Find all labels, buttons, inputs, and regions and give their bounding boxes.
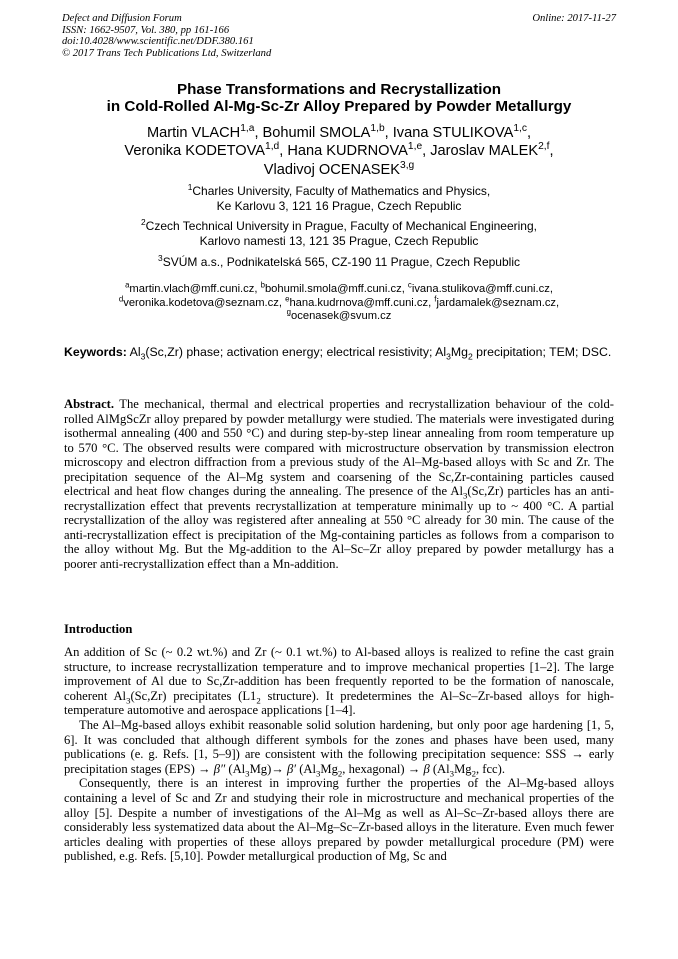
keyword-sub: 3 [140, 351, 146, 362]
abstract-text: The mechanical, thermal and electrical properties and recrystallization behaviour of the cold-rolled AlMgScZr alloy prepared by powder metallurgy were studied. The materials were investigated during isothermal annealing (400 and 550 °C) and during step-by-step linear annealing from room temperature up to 570 °C. The observed results were compared with microstructure observation by transmission electron microscopy and electron diffraction from a previous study of the Al–Mg-based alloys with Sc and Zr. The precipitation sequence of the Al–Mg system and coarsening of the Sc,Zr-containing particles caused electrical and heat flow changes during the annealing. The presence of the Al [64, 397, 614, 499]
text-run: structure). It predetermines the Al–Sc–Zr-based alloys for high-temperature automotive and aerospace applications [1–4]. [64, 688, 614, 718]
author-name: Hana KUDRNOVA [287, 143, 408, 160]
author-sup: 3,g [400, 159, 415, 171]
abstract-label: Abstract. [64, 397, 115, 411]
author-name: Jaroslav MALEK [430, 143, 539, 160]
email-sup: f [434, 293, 437, 303]
email-link[interactable]: hana.kudrnova@mff.cuni.cz [289, 296, 429, 309]
affiliation-num: 2 [141, 217, 146, 228]
affiliation-num: 1 [187, 182, 193, 192]
affiliation-line: Czech Technical University in Prague, Faculty of Mechanical Engineering, [145, 219, 537, 234]
keyword-text: (Sc,Zr) phase; activation energy; electrical resistivity; Al [145, 345, 447, 359]
keywords-label: Keywords: [64, 345, 127, 359]
email-sup: e [285, 293, 290, 303]
keyword-text: precipitation; TEM; DSC. [472, 345, 612, 359]
greek-symbol: β′ [287, 761, 297, 776]
abstract-sub: 3 [462, 490, 468, 501]
email-link[interactable]: ocenasek@svum.cz [291, 310, 392, 323]
text-sub: 2 [256, 695, 261, 706]
text-run: , fcc). [475, 761, 505, 776]
affiliations [40, 184, 638, 275]
paragraph: Consequently, there is an interest in improving further the properties of the Al–Mg-based alloys containing a level of Sc and Zr and studying their role in microstructure and mechanical properties of the alloy [5]. Despite a number of investigations of the Al–Mg as well as Al–Sc–Zr-based alloys there are considerably less systematized data about the Al–Mg–Sc–Zr-based alloys in the literature. Even much fewer articles dealing with properties of these alloys prepared by powder metallurgical procedure (PM) were published, e.g. Refs. [5,10]. Powder metallurgical production of Mg, Sc and [64, 776, 614, 864]
journal-name: Defect and Diffusion Forum [62, 13, 182, 24]
email-link[interactable]: ivana.stulikova@mff.cuni.cz [411, 283, 550, 295]
affiliation-line: Charles University, Faculty of Mathematics and Physics, [192, 184, 491, 198]
affiliation-line: SVÚM a.s., Podnikatelská 565, CZ-190 11 Prague, Czech Republic [162, 254, 520, 269]
text-run: , hexagonal) → [342, 761, 424, 776]
online-date: Online: 2017-11-27 [532, 13, 616, 24]
email-sup: c [407, 280, 412, 290]
affiliation-line: Ke Karlovu 3, 121 16 Prague, Czech Republic [216, 198, 462, 213]
text-sub: 3 [245, 768, 250, 779]
keyword-text: Mg [450, 345, 468, 359]
author-line-2: Veronika KODETOVA$^{1,d}$, Hana KUDRNOVA$^{1,e}$, Jaroslav MALEK$^{2,f}$, [124, 141, 554, 160]
affiliation-3 [40, 252, 638, 270]
abstract-text: (Sc,Zr) particles has an anti-recrystallization effect that prevents recrystallization at temperature minimally up to ~ 400 °C. A partial recrystallization of the alloy was registered after annealing at 550 °C already for 30 min. The cause of the anti-recrystallization effect is precipitation of the Mg-containing particles as follows from a comparison to the alloy without Mg. But the Mg-addition to the Al–Sc–Zr alloy prepared by powder metallurgy has a poorer anti-recrystallization effect than a Mn-addition. [64, 484, 614, 572]
author-sup: 1,e [407, 141, 423, 153]
email-link[interactable]: jardamalek@seznam.cz [436, 296, 557, 309]
author-name: Ivana STULIKOVA [392, 125, 514, 141]
title-line-1: Phase Transformations and Recrystallization [176, 81, 502, 98]
greek-symbol: β [423, 761, 430, 776]
keywords [64, 345, 614, 360]
copyright-line: © 2017 Trans Tech Publications Ltd, Switzerland [62, 47, 272, 59]
section-heading: Introduction [64, 622, 133, 636]
text-run: Mg)→ [249, 761, 288, 776]
introduction-body [64, 645, 614, 864]
email-sup: d [118, 293, 124, 303]
author-sup: 1,a [240, 123, 255, 135]
author-sup: 1,d [265, 141, 280, 153]
affiliation-line: Karlovo namesti 13, 121 35 Prague, Czech Republic [199, 234, 479, 249]
author-name: Veronika KODETOVA [124, 143, 266, 160]
affiliation-1 [40, 184, 638, 214]
author-list [40, 124, 638, 179]
paragraph [64, 717, 614, 779]
keyword-sub: 3 [446, 351, 451, 362]
text-run: (Al [225, 761, 246, 776]
keyword-sub: 2 [467, 351, 473, 362]
author-sup: 2,f [538, 141, 550, 153]
email-link[interactable]: veronika.kodetova@seznam.cz [123, 296, 279, 309]
author-sup: 1,c [513, 123, 527, 135]
author-line-1: Martin VLACH$^{1,a}$, Bohumil SMOLA$^{1,b}$, Ivana STULIKOVA$^{1,c}$, [146, 123, 532, 141]
email-link[interactable]: bohumil.smola@mff.cuni.cz [264, 283, 402, 295]
text-run: (Sc,Zr) precipitates (L1 [130, 688, 257, 703]
greek-symbol: β″ [213, 761, 226, 776]
author-name: Vladivoj OCENASEK [263, 161, 401, 178]
text-run: An addition of Sc (~ 0.2 wt.%) and Zr (~ 0.1 wt.%) to Al-based alloys is realized to refine the cast grain structure, to increase recrystallization temperature and to improve mechanical properties [1–2]. The large improvement of Al due to Sc,Zr-addition has been frequently reported to be the formation of nanoscale, coherent Al [64, 645, 614, 703]
affiliation-num: 3 [158, 252, 163, 263]
email-sup: b [260, 280, 265, 290]
author-name: Bohumil SMOLA [262, 125, 371, 141]
text-sub: 2 [471, 768, 476, 779]
text-sub: 3 [126, 695, 131, 706]
issn-line: ISSN: 1662-9507, Vol. 380, pp 161-166 [62, 24, 230, 36]
email-sup: a [125, 280, 130, 290]
text-run: Mg [454, 761, 472, 776]
author-line-3 [40, 161, 638, 179]
author-name: Martin VLACH [146, 125, 241, 141]
author-sup: 1,b [370, 123, 385, 135]
text-run: The Al–Mg-based alloys exhibit reasonable solid solution hardening, but only poor age hardening [1, 5, 6]. It was concluded that although different symbols for the zones and phases have been used, many publications (e. g. Refs. [1, 5–9]) are consistent with the following precipitation sequence: SSS → early precipitation stages (EPS) → [64, 717, 614, 776]
text-run: (Al [429, 761, 450, 776]
paper-title [40, 81, 638, 115]
keyword-text: Al [129, 345, 141, 359]
text-sub: 3 [315, 768, 321, 779]
title-line-2: in Cold-Rolled Al-Mg-Sc-Zr Alloy Prepared by Powder Metallurgy [106, 98, 572, 115]
text-run: Mg [320, 761, 338, 776]
doi-line: doi:10.4028/www.scientific.net/DDF.380.161 [62, 36, 254, 47]
affiliation-2 [40, 219, 638, 249]
journal-header [62, 13, 616, 59]
text-run: (Al [296, 761, 316, 776]
text-sub: 2 [337, 768, 343, 779]
abstract [64, 397, 614, 572]
paragraph [64, 645, 614, 718]
text-sub: 3 [449, 768, 455, 779]
email-sup: g [286, 307, 292, 317]
email-link[interactable]: martin.vlach@mff.cuni.cz [129, 283, 255, 295]
email-list: $^a$martin.vlach@mff.cuni.cz, $^b$bohumil.smola@mff.cuni.cz, $^c$ivana.stulikova@mff.cuni.cz, $^d$veronika.kodetova@seznam.cz, $^e$hana.kudrnova@mff.cuni.cz, $^f$jardamalek@seznam.cz, $^g$ocenasek@svum.cz [118, 280, 560, 323]
